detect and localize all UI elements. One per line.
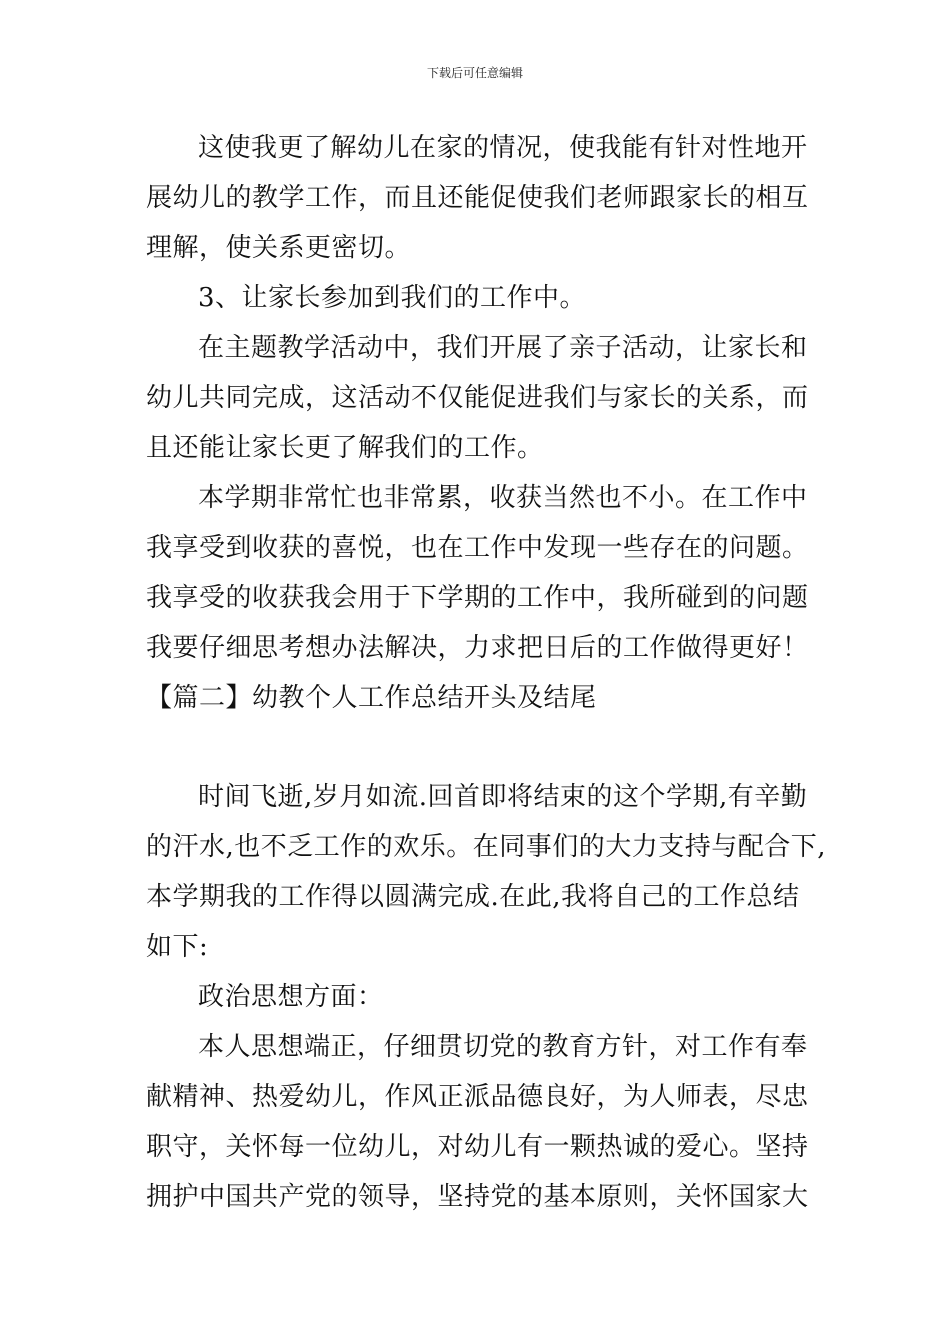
paragraph-line: 拥护中国共产党的领导，坚持党的基本原则，关怀国家大	[146, 1182, 809, 1212]
paragraph-line: 我享受到收获的喜悦，也在工作中发现一些存在的问题。	[146, 533, 809, 563]
paragraph-line: 职守，关怀每一位幼儿，对幼儿有一颗热诚的爱心。坚持	[146, 1132, 809, 1162]
paragraph-line: 如下:	[146, 932, 209, 962]
section-heading: 【篇二】幼教个人工作总结开头及结尾	[146, 683, 597, 713]
subsection-heading: 政治思想方面：	[198, 982, 384, 1012]
paragraph-line: 我要仔细思考想办法解决，力求把日后的工作做得更好！	[146, 633, 809, 663]
paragraph-line: 时间飞逝,岁月如流.回首即将结束的这个学期,有辛勤	[198, 782, 808, 812]
paragraph-line: 幼儿共同完成，这活动不仅能促进我们与家长的关系，而	[146, 383, 809, 413]
paragraph-line: 这使我更了解幼儿在家的情况，使我能有针对性地开	[198, 133, 808, 163]
paragraph-line: 的汗水,也不乏工作的欢乐。在同事们的大力支持与配合下,	[146, 832, 827, 862]
paragraph-line: 献精神、热爱幼儿，作风正派品德良好，为人师表，尽忠	[146, 1082, 809, 1112]
page-header: 下载后可任意编辑	[426, 66, 523, 80]
paragraph-line: 3、让家长参加到我们的工作中。	[198, 283, 587, 313]
paragraph-line: 本学期非常忙也非常累，收获当然也不小。在工作中	[198, 483, 808, 513]
paragraph-line: 我享受的收获我会用于下学期的工作中，我所碰到的问题	[146, 583, 809, 613]
paragraph-line: 在主题教学活动中，我们开展了亲子活动，让家长和	[198, 333, 808, 363]
paragraph-line: 且还能让家长更了解我们的工作。	[146, 433, 544, 463]
paragraph-line: 本人思想端正，仔细贯切党的教育方针，对工作有奉	[198, 1032, 808, 1062]
paragraph-line: 展幼儿的教学工作，而且还能促使我们老师跟家长的相互	[146, 183, 809, 213]
paragraph-line: 本学期我的工作得以圆满完成.在此,我将自己的工作总结	[146, 882, 800, 912]
paragraph-line: 理解，使关系更密切。	[146, 233, 412, 263]
